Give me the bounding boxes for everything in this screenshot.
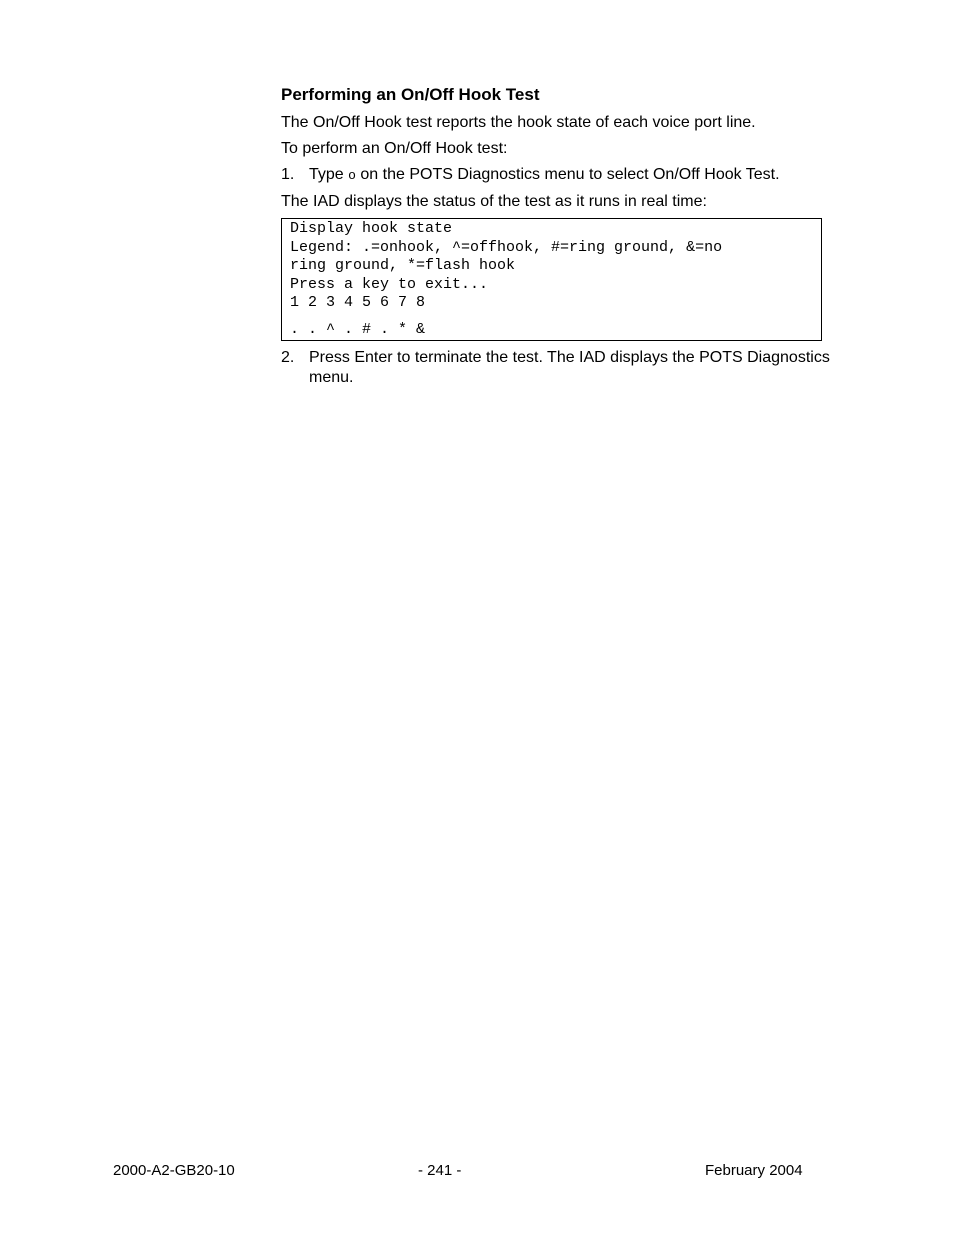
footer-page-number: - 241 -	[418, 1162, 462, 1179]
screen-line: Display hook state	[290, 220, 453, 237]
screen-line: Legend: .=onhook, ^=offhook, #=ring ground, &=no	[290, 238, 723, 256]
hook-state-row: . . ^ . # . * &	[290, 320, 426, 338]
step-number: 2.	[281, 348, 295, 366]
intro-paragraph: The On/Off Hook test reports the hook state of each voice port line.	[281, 114, 756, 131]
screen-line: Press a key to exit...	[290, 275, 489, 293]
step-text-before: Type	[309, 166, 349, 183]
footer-date: February 2004	[705, 1162, 803, 1179]
step-1	[281, 165, 841, 186]
procedure-lead: To perform an On/Off Hook test:	[281, 140, 508, 157]
port-number-row: 1 2 3 4 5 6 7 8	[290, 294, 426, 312]
document-body	[281, 84, 841, 394]
step-text-after: on the POTS Diagnostics menu to select On/Off Hook Test.	[355, 166, 780, 183]
screen-line: ring ground, *=flash hook	[290, 257, 516, 275]
section-heading: Performing an On/Off Hook Test	[281, 85, 540, 104]
step-text: Press Enter to terminate the test. The IAD displays the POTS Diagnostics menu.	[309, 348, 830, 386]
screen-intro: The IAD displays the status of the test as it runs in real time:	[281, 193, 707, 210]
step-2	[281, 348, 841, 388]
footer-doc-number: 2000-A2-GB20-10	[113, 1162, 235, 1179]
step-number: 1.	[281, 166, 295, 183]
command-key: o	[348, 168, 356, 183]
terminal-screen-box	[281, 218, 822, 341]
step-text	[309, 165, 841, 186]
